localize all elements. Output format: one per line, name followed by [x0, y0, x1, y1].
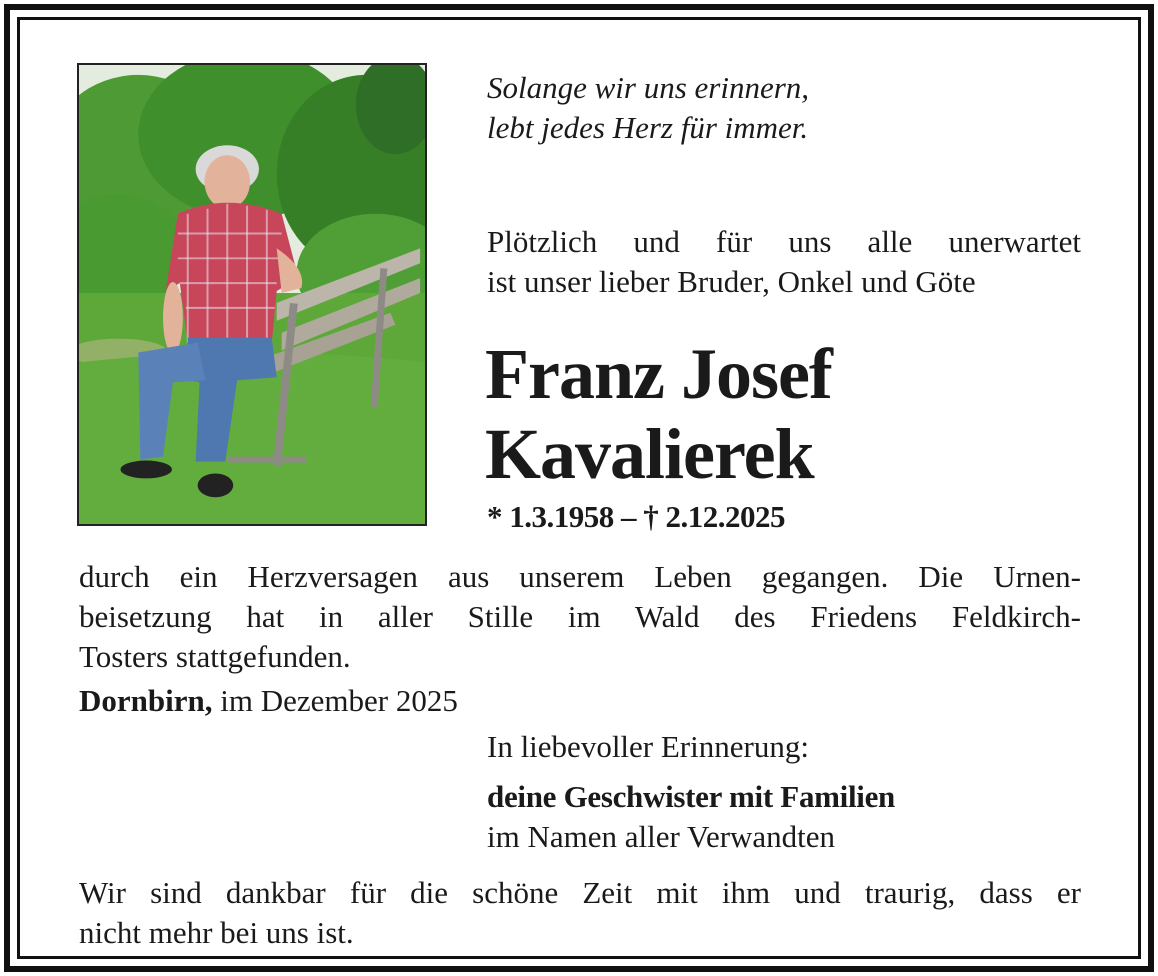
body-line-3: Tosters stattgefunden.: [79, 639, 351, 674]
motto: [487, 68, 809, 148]
memory-line: In liebevoller Erinnerung:: [487, 729, 809, 764]
body-text: [79, 557, 1081, 677]
motto-line-1: Solange wir uns erinnern,: [487, 70, 810, 105]
body-line-2: beisetzung hat in aller Stille im Wald des Friedens Feldkirch-: [79, 599, 1081, 634]
portrait-photo: [77, 63, 427, 526]
intro-line-2: ist unser lieber Bruder, Onkel und Göte: [487, 264, 976, 299]
deceased-last-name: Kavalierek: [485, 414, 814, 494]
closing-text: [79, 873, 1081, 953]
life-dates: * 1.3.1958 – † 2.12.2025: [487, 499, 785, 534]
family-signature: deine Geschwister mit Familien: [487, 779, 896, 814]
place-city: Dornbirn,: [79, 683, 213, 718]
place-date: [79, 681, 458, 721]
body-line-1: durch ein Herzversagen aus unserem Leben gegangen. Die Urnen-: [79, 559, 1081, 594]
deceased-name: [485, 334, 832, 494]
portrait-photo-illustration: [79, 65, 425, 524]
closing-line-1: Wir sind dankbar für die schöne Zeit mit ihm und traurig, dass er: [79, 875, 1081, 910]
deceased-first-name: Franz Josef: [485, 334, 832, 414]
motto-line-2: lebt jedes Herz für immer.: [487, 110, 809, 145]
place-month: im Dezember 2025: [212, 683, 458, 718]
relatives-line: im Namen aller Verwandten: [487, 819, 836, 854]
intro-text: [487, 222, 1081, 302]
closing-line-2: nicht mehr bei uns ist.: [79, 915, 354, 950]
intro-line-1: Plötzlich und für uns alle unerwartet: [487, 224, 1081, 259]
